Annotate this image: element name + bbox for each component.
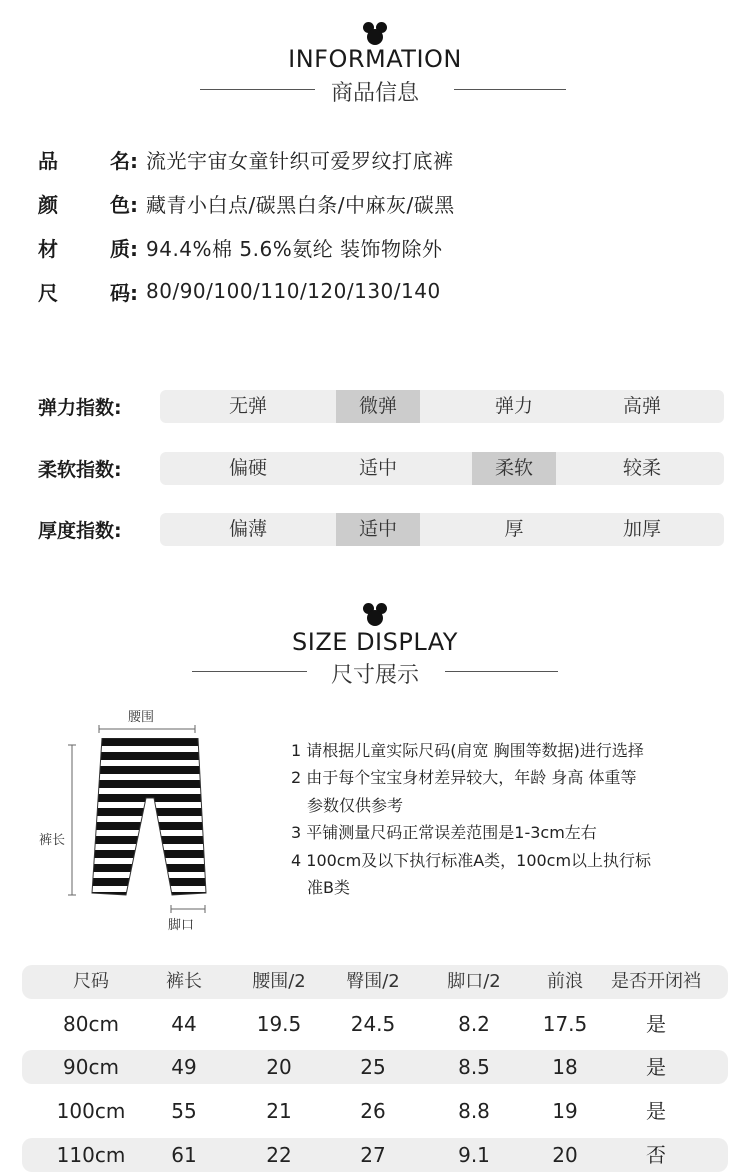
table-header-cell: 腰围/2 — [252, 971, 306, 992]
index-option-selected: 适中 — [336, 513, 420, 546]
info-value: 80/90/100/110/120/130/140 — [146, 279, 441, 303]
table-header-cell: 脚口/2 — [447, 971, 501, 992]
table-cell: 22 — [266, 1143, 292, 1167]
table-row — [22, 1050, 728, 1084]
table-cell: 18 — [552, 1055, 578, 1079]
index-option: 厚 — [504, 518, 524, 540]
information-title: INFORMATION — [288, 45, 462, 73]
info-row-color — [38, 188, 455, 218]
divider-right — [454, 89, 566, 90]
information-subtitle: 商品信息 — [330, 81, 419, 106]
index-option: 适中 — [358, 457, 397, 479]
table-cell: 26 — [360, 1099, 386, 1123]
index-option-selected: 微弹 — [336, 390, 420, 423]
hem-dimension-line — [170, 904, 206, 914]
table-cell: 27 — [360, 1143, 386, 1167]
size-display-title: SIZE DISPLAY — [292, 628, 458, 656]
mouse-ears-icon — [361, 22, 389, 46]
index-option: 高弹 — [622, 395, 661, 417]
table-header-cell: 尺码 — [73, 971, 109, 992]
index-label: 柔软指数: — [38, 459, 122, 481]
info-value: 94.4%棉 5.6%氨纶 装饰物除外 — [146, 236, 443, 261]
table-cell: 61 — [171, 1143, 197, 1167]
index-bar — [160, 390, 724, 423]
waist-label: 腰围 — [128, 710, 155, 725]
index-bar — [160, 452, 724, 485]
table-cell: 是 — [646, 1012, 666, 1036]
info-row-material — [38, 232, 443, 262]
table-cell: 44 — [171, 1012, 197, 1036]
index-label: 弹力指数: — [38, 397, 122, 419]
waist-dimension-line — [98, 724, 196, 734]
table-cell: 是 — [646, 1055, 666, 1079]
table-header-cell: 裤长 — [166, 971, 202, 992]
info-value: 藏青小白点/碳黑白条/中麻灰/碳黑 — [146, 192, 455, 217]
info-key: 颜 色: — [38, 192, 138, 217]
size-note: 参数仅供参考 — [307, 796, 404, 815]
size-note: 1 请根据儿童实际尺码(肩宽 胸围等数据)进行选择 — [291, 741, 644, 760]
hem-label: 脚口 — [168, 918, 195, 933]
table-cell: 17.5 — [542, 1012, 588, 1036]
length-dimension-line — [66, 744, 78, 896]
table-cell: 8.5 — [458, 1055, 490, 1079]
index-option: 偏薄 — [228, 518, 267, 540]
index-bar — [160, 513, 724, 546]
table-cell: 20 — [552, 1143, 578, 1167]
size-display-subtitle: 尺寸展示 — [330, 663, 419, 688]
table-cell: 9.1 — [458, 1143, 490, 1167]
table-cell: 90cm — [63, 1055, 119, 1079]
size-note: 3 平铺测量尺码正常误差范围是1-3cm左右 — [291, 823, 597, 842]
info-key: 材 质: — [38, 236, 138, 261]
index-option: 较柔 — [622, 457, 661, 479]
size-note: 4 100cm及以下执行标准A类，100cm以上执行标 — [291, 851, 652, 870]
table-cell: 55 — [171, 1099, 197, 1123]
table-header-cell: 是否开闭裆 — [611, 971, 701, 992]
table-cell: 8.2 — [458, 1012, 490, 1036]
table-cell: 24.5 — [350, 1012, 396, 1036]
size-note: 准B类 — [307, 878, 350, 897]
table-cell: 8.8 — [458, 1099, 490, 1123]
index-option: 弹力 — [494, 395, 533, 417]
index-option: 无弹 — [228, 395, 267, 417]
info-key: 品 名: — [38, 148, 138, 173]
table-row — [22, 1138, 728, 1172]
table-header-cell: 臀围/2 — [346, 971, 400, 992]
table-cell: 80cm — [63, 1012, 119, 1036]
table-row — [22, 1094, 728, 1128]
length-label: 裤长 — [39, 833, 66, 848]
table-cell: 110cm — [56, 1143, 126, 1167]
index-label: 厚度指数: — [38, 520, 122, 542]
divider-right — [445, 671, 558, 672]
table-cell: 49 — [171, 1055, 197, 1079]
table-row — [22, 1007, 728, 1041]
index-option: 加厚 — [622, 518, 661, 540]
info-key: 尺 码: — [38, 280, 138, 305]
table-cell: 100cm — [56, 1099, 126, 1123]
table-cell: 25 — [360, 1055, 386, 1079]
table-header-cell: 前浪 — [547, 971, 583, 992]
index-option: 偏硬 — [228, 457, 267, 479]
size-note: 2 由于每个宝宝身材差异较大，年龄 身高 体重等 — [291, 768, 637, 787]
mouse-ears-icon — [361, 603, 389, 627]
info-row-size — [38, 276, 441, 306]
table-cell: 是 — [646, 1099, 666, 1123]
info-value: 流光宇宙女童针织可爱罗纹打底裤 — [146, 148, 454, 173]
index-option-selected: 柔软 — [472, 452, 556, 485]
table-cell: 19.5 — [256, 1012, 302, 1036]
table-cell: 否 — [646, 1143, 666, 1167]
table-cell: 21 — [266, 1099, 292, 1123]
striped-pants-illustration — [90, 738, 210, 898]
table-cell: 20 — [266, 1055, 292, 1079]
info-row-name — [38, 144, 454, 174]
table-header-row — [22, 965, 728, 999]
table-cell: 19 — [552, 1099, 578, 1123]
